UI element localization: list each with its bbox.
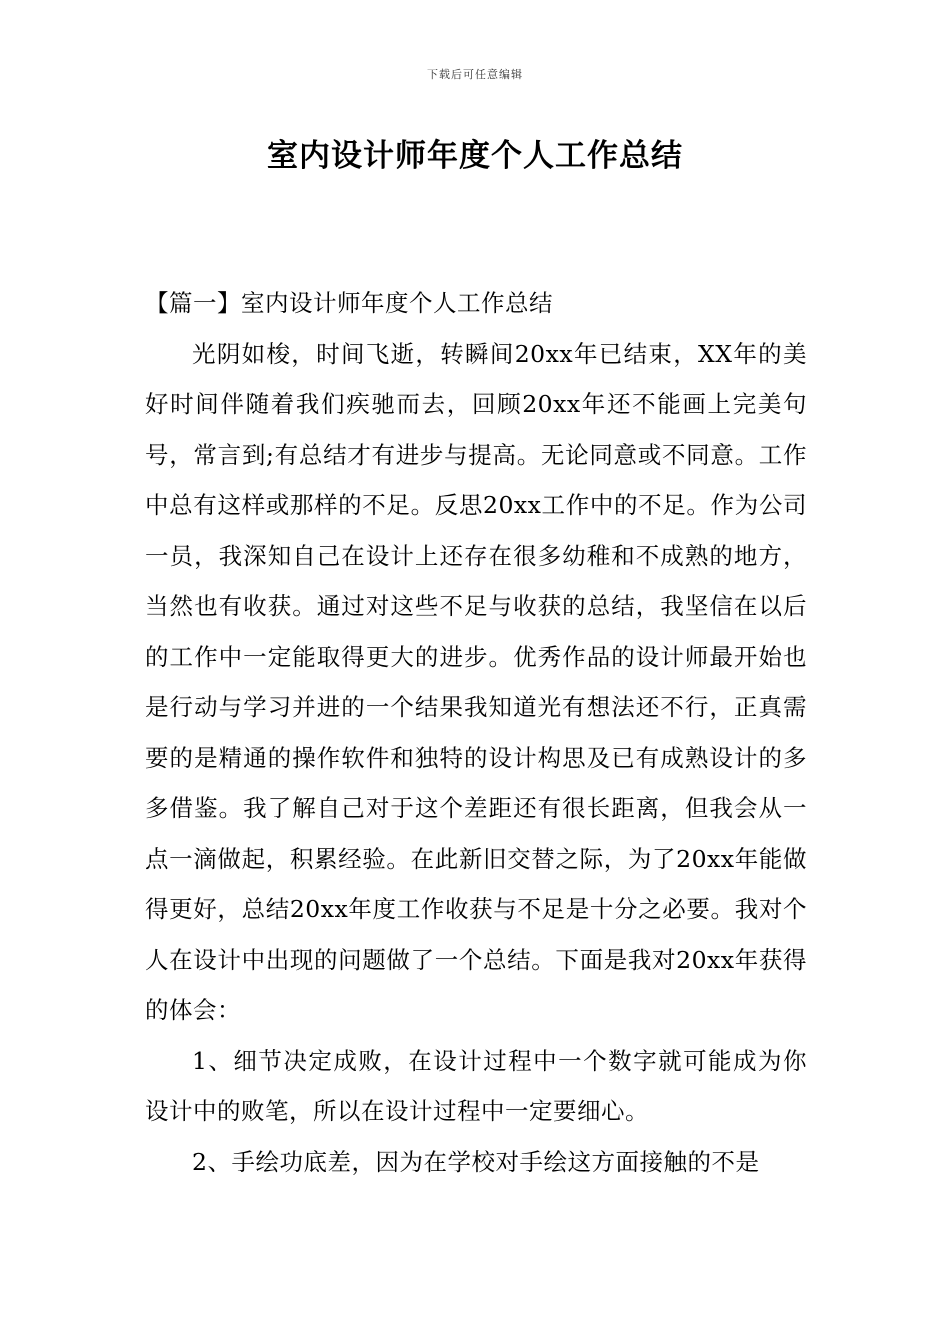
paragraph-intro: 光阴如梭，时间飞逝，转瞬间20xx年已结束，XX年的美好时间伴随着我们疾驰而去，回顾20xx年还不能画上完美句号，常言到;有总结才有进步与提高。无论同意或不同意。工作中总有这样或那样的不足。反思20xx工作中的不足。作为公司一员，我深知自己在设计上还存在很多幼稚和不成熟的地方，当然也有收获。通过对这些不足与收获的总结，我坚信在以后的工作中一定能取得更大的进步。优秀作品的设计师最开始也是行动与学习并进的一个结果我知道光有想法还不行，正真需要的是精通的操作软件和独特的设计构思及已有成熟设计的多多借鉴。我了解自己对于这个差距还有很长距离，但我会从一点一滴做起，积累经验。在此新旧交替之际，为了20xx年能做得更好，总结20xx年度工作收获与不足是十分之必要。我对个人在设计中出现的问题做了一个总结。下面是我对20xx年获得的体会： <box>145 339 807 1024</box>
paragraph-point-1: 1、细节决定成败，在设计过程中一个数字就可能成为你设计中的败笔，所以在设计过程中一定要细心。 <box>145 1046 807 1125</box>
document-body <box>145 278 807 1187</box>
header-note: 下载后可任意编辑 <box>427 68 523 81</box>
document-title: 室内设计师年度个人工作总结 <box>267 138 683 174</box>
section-heading: 【篇一】室内设计师年度个人工作总结 <box>145 289 553 317</box>
paragraph-point-2: 2、手绘功底差，因为在学校对手绘这方面接触的不是 <box>192 1147 760 1176</box>
